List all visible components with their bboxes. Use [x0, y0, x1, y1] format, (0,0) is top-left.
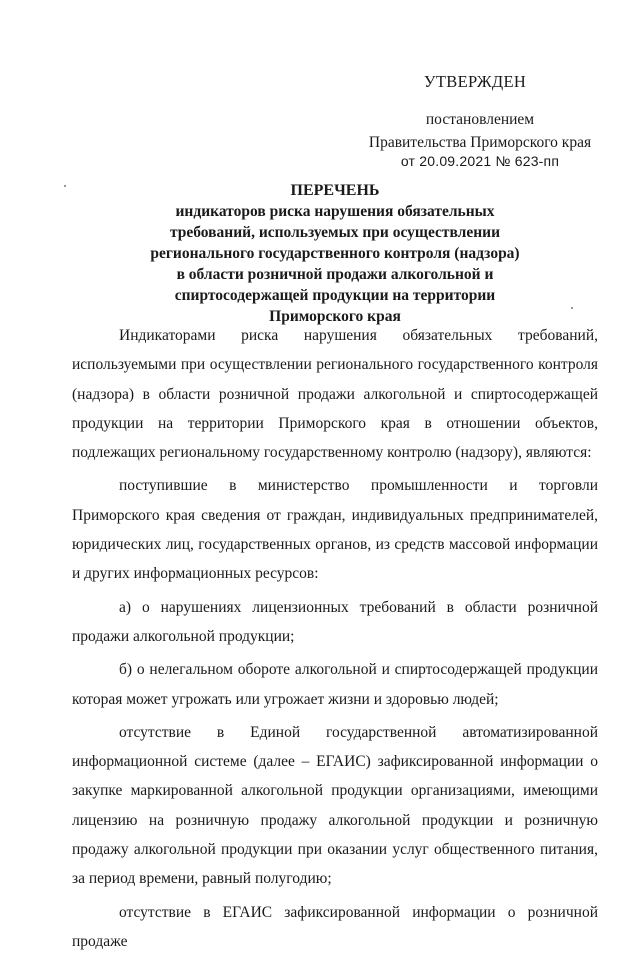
approval-date-number: от 20.09.2021 № 623-пп — [400, 153, 560, 169]
heading-line: в области розничной продажи алкогольной и — [176, 266, 494, 283]
body-paragraph: отсутствие в ЕГАИС зафиксированной информации о розничной продаже — [72, 903, 598, 950]
approval-authority: Правительства Приморского края — [368, 134, 592, 151]
body-paragraph: б) о нелегальном обороте алкогольной и спиртосодержащей продукции которая может угрожать или угрожает жизни и здоровью людей; — [72, 661, 598, 708]
heading-line: Приморского края — [269, 308, 401, 325]
body-paragraph: Индикаторами риска нарушения обязательных требований, используемыми при осуществлении регионального государственного контроля (надзора) в области розничной продажи алкогольной и спиртосодержащей продукции на территории Приморского края в отношении объектов, подлежащих региональному государственному контролю (надзору), являются: — [72, 327, 598, 462]
body-paragraph: отсутствие в Единой государственной автоматизированной информационной системе (далее – ЕГАИС) зафиксированной информации о закупке маркированной алкогольной продукции организациями, имеющими лицензию на розничную продажу алкогольной продукции и розничную продажу алкогольной продукции при оказании услуг общественного питания, за период времени, равный полугодию; — [72, 723, 598, 888]
approval-title: УТВЕРЖДЕН — [423, 72, 527, 91]
heading-line: требований, используемых при осуществлении — [169, 224, 501, 241]
document-body — [72, 321, 598, 956]
scan-speck — [64, 185, 66, 187]
heading-line: регионального государственного контроля (надзора) — [150, 245, 520, 262]
scan-speck — [571, 307, 573, 309]
body-paragraph: поступившие в министерство промышленности и торговли Приморского края сведения от граждан, индивидуальных предпринимателей, юридических лиц, государственных органов, из средств массовой информации и других информационных ресурсов: — [72, 477, 598, 583]
approval-decree-label: постановлением — [425, 111, 535, 128]
document-heading — [150, 180, 520, 327]
heading-line: спиртосодержащей продукции на территории — [174, 287, 496, 304]
body-paragraph: а) о нарушениях лицензионных требований в области розничной продажи алкогольной продукции; — [72, 598, 598, 645]
heading-title: ПЕРЕЧЕНЬ — [290, 182, 380, 199]
heading-line: индикаторов риска нарушения обязательных — [175, 203, 495, 220]
